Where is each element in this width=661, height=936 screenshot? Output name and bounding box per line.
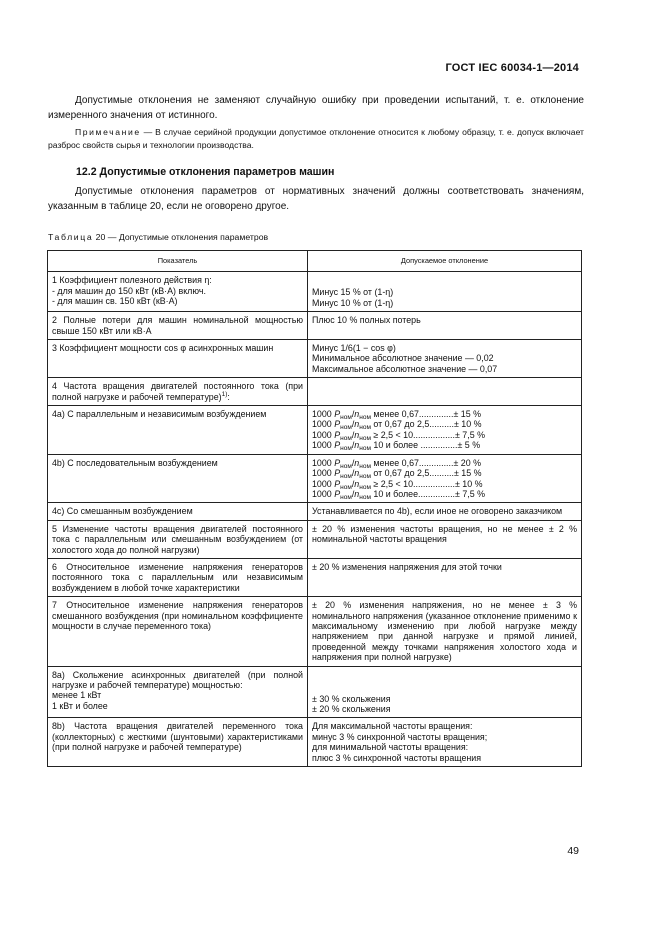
row6-tolerance: ± 20 % изменения напряжения для этой точки	[308, 558, 582, 596]
row3-parameter: 3 Коэффициент мощности cos φ асинхронных машин	[48, 340, 308, 378]
table-row	[48, 558, 582, 596]
row7-tolerance: ± 20 % изменения напряжения, но не менее ± 3 % номинального напряжения (указанное отклонение применимо к максимальному изменению при любой нагрузке между напряжением при данной нагрузке и прямой линией, проведенной между точками напряжения холостого хода и напряжения при полной нагрузке)	[308, 597, 582, 666]
table-row	[48, 406, 582, 455]
row1-tolerance: Минус 15 % от (1-η) Минус 10 % от (1-η)	[308, 272, 582, 312]
table-row	[48, 666, 582, 718]
table-row	[48, 718, 582, 767]
table-row	[48, 503, 582, 520]
table-row	[48, 312, 582, 340]
table-caption-text: 20 — Допустимые отклонения параметров	[93, 232, 269, 242]
note	[48, 126, 584, 152]
page-number: 49	[567, 845, 579, 857]
row1-parameter: 1 Коэффициент полезного действия η: - для машин до 150 кВт (кВ·А) включ. - для машин св. 150 кВт (кВ·А)	[48, 272, 308, 312]
row4a-parameter: 4а) С параллельным и независимым возбуждением	[48, 406, 308, 455]
row8b-parameter: 8b) Частота вращения двигателей переменного тока (коллекторных) с жесткими (шунтовыми) характеристиками (при полной нагрузке и рабочей температуре)	[48, 718, 308, 767]
row7-parameter: 7 Относительное изменение напряжения генераторов смешанного возбуждения (при номинальном коэффициенте мощности в случае переменного тока)	[48, 597, 308, 666]
row3-tolerance: Минус 1/6(1 − cos φ) Минимальное абсолютное значение — 0,02 Максимальное абсолютное значение — 0,07	[308, 340, 582, 378]
table-row	[48, 454, 582, 503]
section-paragraph: Допустимые отклонения параметров от нормативных значений должны соответствовать значениям, указанным в таблице 20, если не оговорено другое.	[48, 186, 584, 212]
row4c-tolerance: Устанавливается по 4b), если иное не оговорено заказчиком	[308, 503, 582, 520]
column-header-parameter: Показатель	[48, 251, 308, 272]
row4b-parameter: 4b) С последовательным возбуждением	[48, 454, 308, 503]
row8b-tolerance: Для максимальной частоты вращения: минус 3 % синхронной частоты вращения; для минимальной частоты вращения: плюс 3 % синхронной частоты вращения	[308, 718, 582, 767]
column-header-tolerance: Допускаемое отклонение	[308, 251, 582, 272]
section-title: 12.2 Допустимые отклонения параметров машин	[76, 166, 335, 178]
row4b-tolerance: 1000 $P_{ном}/n_{ном}$ менее 0,67..............± 20 % 1000 $P_{ном}/n_{ном}$ от 0,67 до 2,5..........± 15 % 1000 $P_{ном}/n_{ном} \ge 2,5 < 10.................\pm 10$ % 1000 $P_{ном}/n_{ном}$ 10 и более...............± 7,5 %	[308, 454, 582, 503]
table-row	[48, 340, 582, 378]
table-row	[48, 597, 582, 666]
document-header: ГОСТ IEC 60034-1—2014	[445, 62, 579, 74]
note-text: — В случае серийной продукции допустимое отклонение относится к любому образцу, т. е. допуск включает разброс свойств сырья и технологии производства.	[48, 127, 584, 150]
row4a-tolerance: 1000 $P_{ном}/n_{ном}$ менее 0,67..............± 15 % 1000 $P_{ном}/n_{ном}$ от 0,67 до 2,5..........± 10 % 1000 $P_{ном}/n_{ном} \ge 2,5 < 10.................\pm 7,5$ % 1000 $P_{ном}/n_{ном}$ 10 и более ...............± 5 %	[308, 406, 582, 455]
row2-parameter: 2 Полные потери для машин номинальной мощностью свыше 150 кВт или кВ·А	[48, 312, 308, 340]
tolerance-table	[47, 250, 582, 767]
row4-parameter: 4 Частота вращения двигателей постоянного тока (при полной нагрузке и рабочей температуре)$^{1)}$:	[48, 378, 308, 406]
table-row	[48, 378, 582, 406]
table-header-row	[48, 251, 582, 272]
row4-tolerance	[308, 378, 582, 406]
row6-parameter: 6 Относительное изменение напряжения генераторов постоянного тока с параллельным или независимым возбуждением в любой точке характеристики	[48, 558, 308, 596]
row5-tolerance: ± 20 % изменения частоты вращения, но не менее ± 2 % номинальной частоты вращения	[308, 520, 582, 558]
row8a-parameter: 8а) Скольжение асинхронных двигателей (при полной нагрузке и рабочей температуре) мощностью: менее 1 кВт 1 кВт и более	[48, 666, 308, 718]
table-row	[48, 272, 582, 312]
row4c-parameter: 4c) Со смешанным возбуждением	[48, 503, 308, 520]
table-caption-label: Таблица	[48, 232, 94, 242]
note-label: Примечание	[75, 127, 141, 137]
row2-tolerance: Плюс 10 % полных потерь	[308, 312, 582, 340]
footnote-ref: 1)	[221, 390, 228, 398]
row8a-tolerance: ± 30 % скольжения ± 20 % скольжения	[308, 666, 582, 718]
intro-paragraph: Допустимые отклонения не заменяют случайную ошибку при проведении испытаний, т. е. отклонение измеренного значения от истинного.	[48, 95, 584, 121]
table-caption	[48, 232, 268, 242]
row5-parameter: 5 Изменение частоты вращения двигателей постоянного тока с параллельным или смешанным возбуждением (от холостого хода до полной нагрузки)	[48, 520, 308, 558]
table-row	[48, 520, 582, 558]
